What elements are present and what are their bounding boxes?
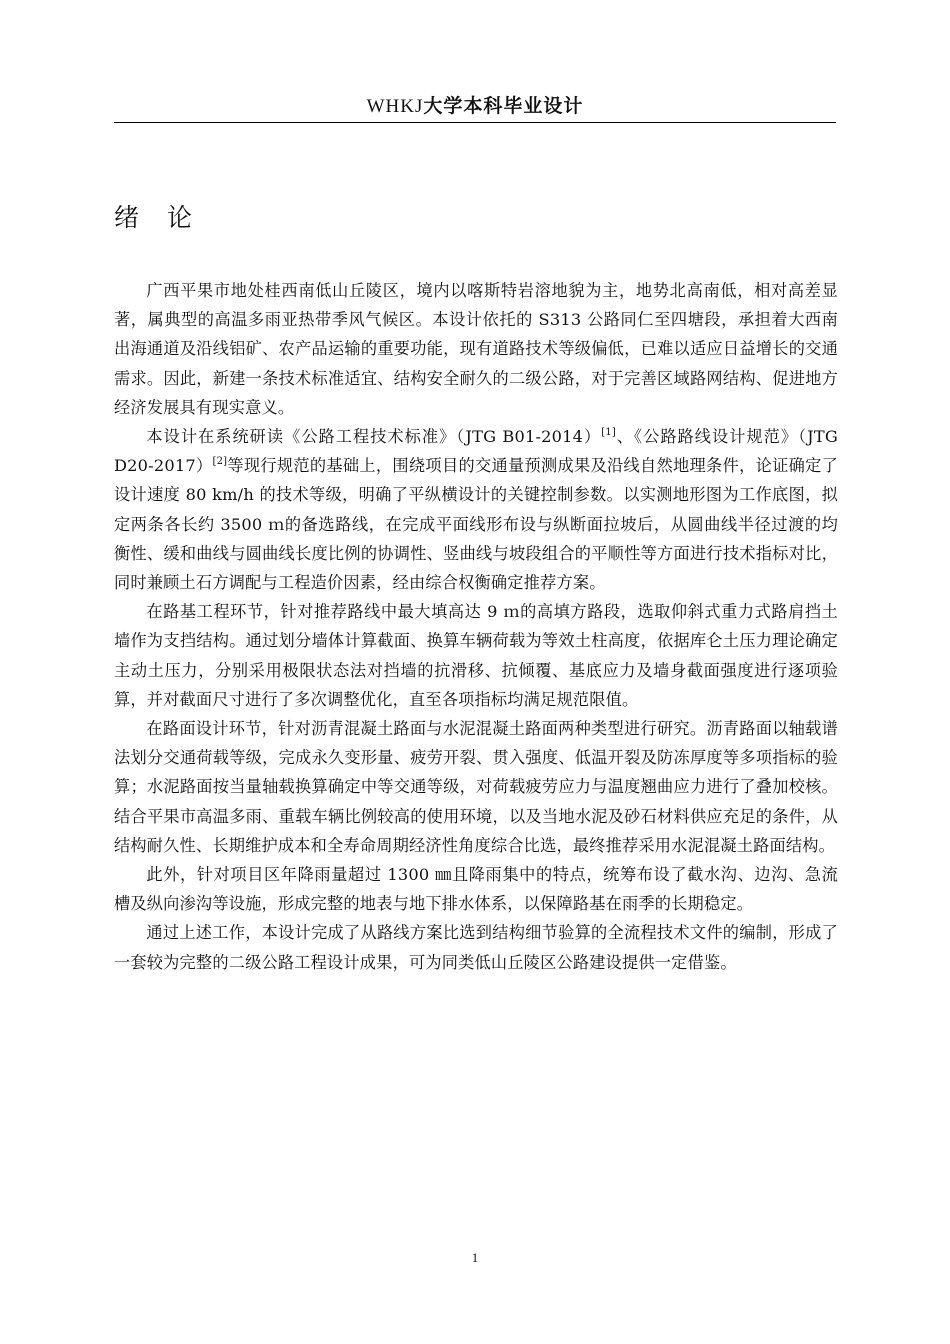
paragraph: [114, 422, 838, 597]
page-number: 1: [471, 1250, 479, 1265]
section-heading: 绪 论: [114, 203, 202, 232]
paragraph: [114, 597, 838, 714]
paragraph-text: 、《公路路线设计规范》（JTG D20-2017）: [114, 427, 838, 476]
header-title: 大学本科毕业设计: [423, 95, 584, 117]
paragraph-text: 在路基工程环节，针对推荐路线中最大填高达 9 ｍ的高填方路段，选取仰斜式重力式路肩挡土墙作为支挡结构。通过划分墙体计算截面、换算车辆荷载为等效土柱高度，依据库仑土压力理论确定主动土压力，分别采用极限状态法对挡墙的抗滑移、抗倾覆、基底应力及墙身截面强度进行逐项验算，并对截面尺寸进行了多次调整优化，直至各项指标均满足规范限值。: [114, 602, 838, 709]
paragraph-text: 通过上述工作，本设计完成了从路线方案比选到结构细节验算的全流程技术文件的编制，形成了一套较为完整的二级公路工程设计成果，可为同类低山丘陵区公路建设提供一定借鉴。: [114, 923, 838, 972]
paragraph-text: 广西平果市地处桂西南低山丘陵区，境内以喀斯特岩溶地貌为主，地势北高南低，相对高差显著，属典型的高温多雨亚热带季风气候区。本设计依托的 S313 公路同仁至四塘段，承担着大西南出海通道及沿线铝矿、农产品运输的重要功能，现有道路技术等级偏低，已难以适应日益增长的交通需求。因此，新建一条技术标准适宜、结构安全耐久的二级公路，对于完善区域路网结构、促进地方经济发展具有现实意义。: [114, 281, 838, 417]
paragraph: [114, 714, 838, 860]
paragraph: [114, 860, 838, 918]
page-header: [114, 92, 836, 123]
header-prefix: WHKJ: [366, 96, 424, 117]
paragraph-text: 在路面设计环节，针对沥青混凝土路面与水泥混凝土路面两种类型进行研究。沥青路面以轴载谱法划分交通荷载等级，完成永久变形量、疲劳开裂、贯入强度、低温开裂及防冻厚度等多项指标的验算；水泥路面按当量轴载换算确定中等交通等级，对荷载疲劳应力与温度翘曲应力进行了叠加校核。结合平果市高温多雨、重载车辆比例较高的使用环境，以及当地水泥及砂石材料供应充足的条件，从结构耐久性、长期维护成本和全寿命周期经济性角度综合比选，最终推荐采用水泥混凝土路面结构。: [114, 719, 838, 855]
paragraph-text: 等现行规范的基础上，围绕项目的交通量预测成果及沿线自然地理条件，论证确定了设计速度 80 km/h 的技术等级，明确了平纵横设计的关键控制参数。以实测地形图为工作底图，拟定两条各长约 3500 ｍ的备选路线，在完成平面线形布设与纵断面拉坡后，从圆曲线半径过渡的均衡性、缓和曲线与圆曲线长度比例的协调性、竖曲线与坡段组合的平顺性等方面进行技术指标对比，同时兼顾土石方调配与工程造价因素，经由综合权衡确定推荐方案。: [114, 456, 838, 593]
citation-marker: [2]: [212, 456, 228, 468]
paragraph: [114, 918, 838, 976]
citation-marker: [1]: [601, 427, 616, 439]
header-text: [367, 95, 584, 117]
paragraph: [114, 276, 838, 422]
paragraph-text: 此外，针对项目区年降雨量超过 1300 ㎜且降雨集中的特点，统筹布设了截水沟、边沟、急流槽及纵向渗沟等设施，形成完整的地表与地下排水体系，以保障路基在雨季的长期稳定。: [114, 865, 838, 914]
body-text: [114, 276, 838, 977]
paragraph-text: 本设计在系统研读《公路工程技术标准》（JTG B01-2014）: [146, 427, 602, 447]
